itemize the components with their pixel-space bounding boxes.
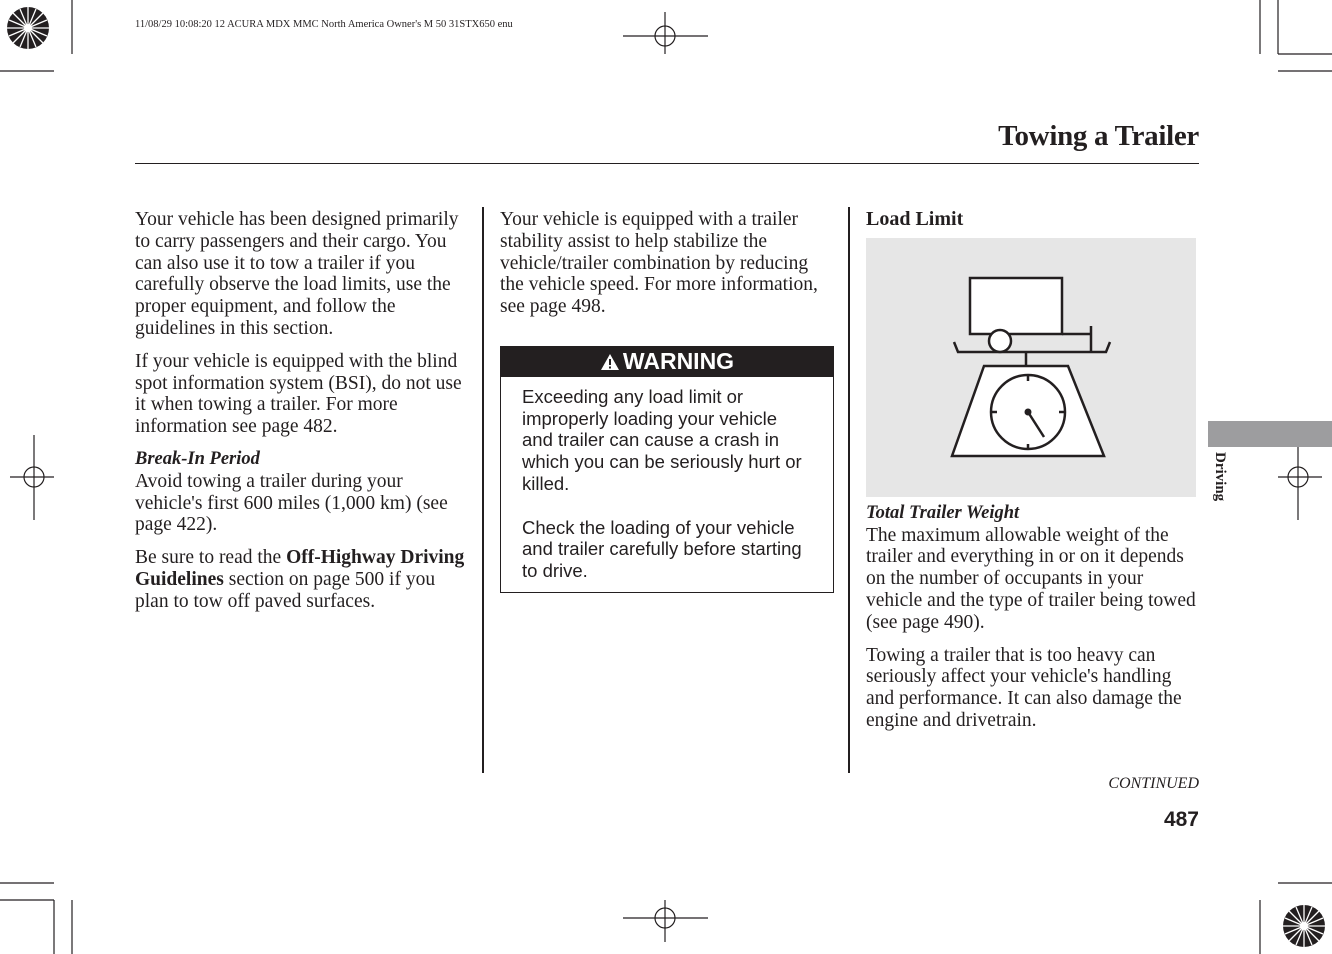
warning-body [501,377,833,592]
warning-text-2: Check the loading of your vehicle and trailer carefully before starting to drive. [522,516,802,581]
page-title: Towing a Trailer [998,120,1199,152]
continued-label: CONTINUED [1108,775,1199,792]
page-number: 487 [1163,808,1199,831]
column-3 [866,209,1198,743]
column-divider-2 [848,207,850,773]
off-highway-post: section on page 500 if you plan to tow off paved surfaces. [135,568,436,612]
total-trailer-weight-heading: Total Trailer Weight [866,502,1020,523]
load-limit-heading: Load Limit [866,208,964,230]
off-highway-pre: Be sure to read the [135,547,287,569]
illustration-panel [866,238,1196,497]
column-1 [135,209,471,624]
warning-box [500,346,834,593]
warning-text-1: Exceeding any load limit or improperly loading your vehicle and trailer can cause a crash in which you can be seriously hurt or killed. [522,385,802,494]
print-header: 11/08/29 10:08:20 12 ACURA MDX MMC North America Owner's M 50 31STX650 enu [135,19,513,30]
warning-triangle-icon [600,353,620,371]
warning-header [501,347,833,377]
break-in-paragraph: Avoid towing a trailer during your vehicle's first 600 miles (1,000 km) (see page 422). [135,470,448,536]
intro-paragraph: Your vehicle has been designed primarily to carry passengers and their cargo. You can also use it to tow a trailer if you carefully observe the load limits, use the proper equipment, and follow the guidelines in this section. [135,209,459,339]
break-in-heading: Break-In Period [135,448,260,469]
bsi-paragraph: If your vehicle is equipped with the blind spot information system (BSI), do not use it when towing a trailer. For more information see page 482. [135,350,462,438]
off-highway-paragraph [135,547,471,612]
column-2 [500,209,836,593]
title-rule [135,163,1199,164]
off-highway-bold: Off-Highway Driving Guidelines [135,547,465,590]
stability-paragraph: Your vehicle is equipped with a trailer stability assist to help stabilize the vehicle/trailer combination by reducing the vehicle speed. For more information, see page 498. [500,209,818,318]
section-label: Driving [1212,452,1228,502]
heavy-trailer-paragraph: Towing a trailer that is too heavy can seriously affect your vehicle's handling and performance. It can also damage the engine and drivetrain. [866,644,1182,731]
trailer-on-scale-icon [866,238,1196,497]
trailer-weight-paragraph: The maximum allowable weight of the trailer and everything in or on it depends on the number of occupants in your vehicle and the type of trailer being towed (see page 490). [866,524,1196,633]
section-tab [1208,421,1332,447]
warning-label: WARNING [622,348,735,375]
column-divider-1 [482,207,484,773]
